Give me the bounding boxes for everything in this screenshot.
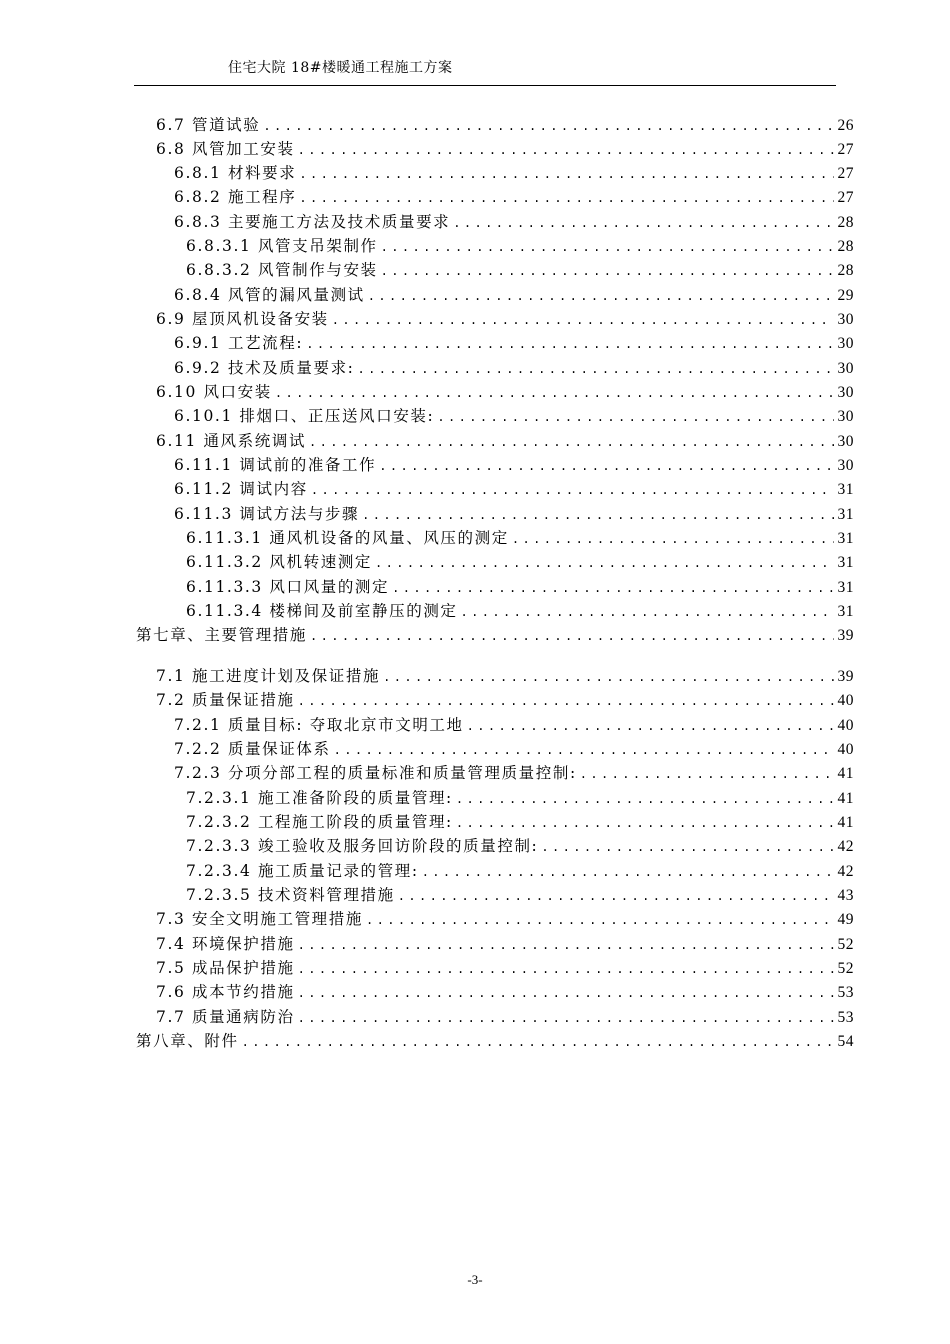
toc-leader-dots (358, 362, 834, 376)
toc-entry[interactable] (156, 980, 854, 1002)
toc-entry-page: 27 (837, 165, 854, 182)
toc-entry-page: 40 (837, 692, 854, 709)
toc-entry-label: 第七章、主要管理措施 (136, 626, 308, 644)
toc-entry-page: 39 (837, 627, 854, 644)
toc-entry-label: 6.11.3.4 楼梯间及前室静压的测定 (186, 602, 458, 620)
toc-entry-page: 30 (837, 457, 854, 474)
toc-entry-label: 6.8.2 施工程序 (174, 188, 297, 206)
toc-entry-label: 6.7 管道试验 (156, 116, 261, 134)
toc-entry-page: 31 (837, 530, 854, 547)
toc-leader-dots (383, 670, 833, 684)
toc-leader-dots (456, 792, 834, 806)
toc-entry[interactable] (156, 137, 854, 159)
toc-entry[interactable] (156, 113, 854, 135)
toc-entry[interactable] (186, 575, 854, 597)
toc-entry-page: 54 (837, 1033, 854, 1050)
toc-leader-dots (375, 556, 833, 570)
toc-entry-page: 31 (837, 579, 854, 596)
toc-entry-label: 7.2.2 质量保证体系 (174, 740, 331, 758)
toc-entry-label: 6.9 屋顶风机设备安装 (156, 310, 329, 328)
toc-entry-page: 30 (837, 408, 854, 425)
toc-entry-label: 6.11.1 调试前的准备工作 (174, 456, 377, 474)
toc-leader-dots (334, 743, 834, 757)
toc-entry-page: 31 (837, 554, 854, 571)
toc-entry[interactable] (186, 599, 854, 621)
toc-entry-label: 6.8 风管加工安装 (156, 140, 295, 158)
toc-entry-page: 52 (837, 960, 854, 977)
toc-entry-page: 30 (837, 335, 854, 352)
toc-entry-label: 7.2 质量保证措施 (156, 691, 295, 709)
toc-leader-dots (379, 459, 833, 473)
toc-leader-dots (242, 1035, 834, 1049)
toc-leader-dots (309, 435, 833, 449)
toc-entry-label: 6.8.4 风管的漏风量测试 (174, 286, 365, 304)
toc-entry-label: 7.4 环境保护措施 (156, 935, 295, 953)
toc-leader-dots (461, 605, 834, 619)
toc-entry[interactable] (186, 810, 854, 832)
toc-leader-dots (467, 719, 834, 733)
toc-leader-dots (366, 913, 834, 927)
toc-entry-page: 31 (837, 506, 854, 523)
toc-entry[interactable] (174, 453, 854, 475)
toc-entry[interactable] (156, 429, 854, 451)
toc-entry-label: 6.9.2 技术及质量要求: (174, 359, 355, 377)
toc-entry[interactable] (186, 859, 854, 881)
toc-leader-dots (422, 865, 834, 879)
toc-entry-page: 43 (837, 887, 854, 904)
toc-entry-page: 40 (837, 717, 854, 734)
toc-entry-label: 6.9.1 工艺流程: (174, 334, 304, 352)
toc-leader-dots (580, 767, 834, 781)
toc-entry-label: 6.10 风口安装 (156, 383, 272, 401)
toc-entry-label: 7.2.3.2 工程施工阶段的质量管理: (186, 813, 453, 831)
toc-entry-page: 42 (837, 838, 854, 855)
toc-entry-label: 6.11.3.3 风口风量的测定 (186, 578, 390, 596)
toc-entry-label: 6.11.3.1 通风机设备的风量、风压的测定 (186, 529, 509, 547)
toc-entry-page: 41 (837, 765, 854, 782)
toc-leader-dots (298, 938, 834, 952)
toc-leader-dots (275, 386, 834, 400)
toc-entry-page: 27 (837, 141, 854, 158)
toc-entry-label: 6.11 通风系统调试 (156, 432, 307, 450)
toc-leader-dots (311, 483, 834, 497)
toc-entry-label: 7.3 安全文明施工管理措施 (156, 910, 363, 928)
toc-leader-dots (263, 119, 833, 133)
toc-entry[interactable] (156, 932, 854, 954)
toc-entry-page: 27 (837, 189, 854, 206)
toc-entry-page: 31 (837, 481, 854, 498)
toc-leader-dots (392, 581, 833, 595)
toc-entry[interactable] (186, 834, 854, 856)
toc-entry-page: 53 (837, 1009, 854, 1026)
toc-entry-page: 30 (837, 360, 854, 377)
toc-entry-label: 7.6 成本节约措施 (156, 983, 295, 1001)
toc-entry-page: 39 (837, 668, 854, 685)
toc-leader-dots (381, 240, 834, 254)
toc-entry[interactable] (186, 526, 854, 548)
toc-entry[interactable] (174, 210, 854, 232)
toc-entry-label: 7.2.3.4 施工质量记录的管理: (186, 862, 419, 880)
toc-entry[interactable] (186, 786, 854, 808)
toc-entry[interactable] (174, 737, 854, 759)
toc-entry-label: 6.11.3.2 风机转速测定 (186, 553, 373, 571)
header-divider (134, 85, 836, 86)
toc-entry-page: 49 (837, 911, 854, 928)
toc-entry-page: 28 (837, 214, 854, 231)
toc-entry-label: 第八章、附件 (136, 1032, 239, 1050)
toc-leader-dots (541, 840, 833, 854)
toc-leader-dots (310, 629, 833, 643)
toc-entry[interactable] (156, 1005, 854, 1027)
toc-entry-label: 6.11.3 调试方法与步骤 (174, 505, 360, 523)
toc-entry-page: 30 (837, 384, 854, 401)
toc-leader-dots (299, 167, 833, 181)
toc-entry-label: 7.2.3.1 施工准备阶段的质量管理: (186, 789, 453, 807)
toc-entry-label: 7.2.3 分项分部工程的质量标准和质量管理质量控制: (174, 764, 577, 782)
toc-entry[interactable] (186, 550, 854, 572)
toc-entry-label: 7.1 施工进度计划及保证措施 (156, 667, 381, 685)
toc-entry-page: 30 (837, 311, 854, 328)
toc-entry-label: 6.8.1 材料要求 (174, 164, 297, 182)
toc-leader-dots (298, 694, 834, 708)
toc-entry[interactable] (174, 502, 854, 524)
toc-entry-label: 7.2.3.5 技术资料管理措施 (186, 886, 395, 904)
toc-leader-dots (298, 986, 834, 1000)
toc-entry-label: 7.5 成品保护措施 (156, 959, 295, 977)
toc-entry[interactable] (156, 307, 854, 329)
toc-entry[interactable] (174, 356, 854, 378)
toc-leader-dots (332, 313, 834, 327)
toc-entry[interactable] (156, 956, 854, 978)
toc-entry[interactable] (136, 1029, 854, 1051)
toc-entry[interactable] (186, 883, 854, 905)
toc-leader-dots (398, 889, 834, 903)
toc-entry-label: 6.11.2 调试内容 (174, 480, 308, 498)
toc-entry[interactable] (174, 713, 854, 735)
toc-entry-page: 28 (837, 238, 854, 255)
document-header-title: 住宅大院 18#楼暖通工程施工方案 (228, 60, 453, 76)
toc-entry[interactable] (156, 688, 854, 710)
toc-leader-dots (298, 143, 834, 157)
toc-entry-label: 6.8.3 主要施工方法及技术质量要求 (174, 213, 451, 231)
toc-entry-page: 41 (837, 790, 854, 807)
toc-entry[interactable] (186, 234, 854, 256)
toc-leader-dots (298, 1011, 834, 1025)
toc-leader-dots (512, 532, 834, 546)
toc-leader-dots (381, 264, 834, 278)
toc-entry-page: 30 (837, 433, 854, 450)
toc-entry-label: 6.8.3.2 风管制作与安装 (186, 261, 378, 279)
toc-entry[interactable] (136, 623, 854, 645)
toc-entry[interactable] (156, 380, 854, 402)
toc-entry[interactable] (156, 664, 854, 686)
toc-entry[interactable] (174, 404, 854, 426)
toc-entry-page: 42 (837, 863, 854, 880)
page-number: -3- (467, 1272, 483, 1287)
toc-leader-dots (299, 191, 833, 205)
toc-entry-page: 28 (837, 262, 854, 279)
toc-entry-label: 6.8.3.1 风管支吊架制作 (186, 237, 378, 255)
toc-entry-label: 7.7 质量通病防治 (156, 1008, 295, 1026)
toc-leader-dots (306, 337, 833, 351)
toc-entry-page: 52 (837, 936, 854, 953)
toc-entry-label: 7.2.1 质量目标: 夺取北京市文明工地 (174, 716, 464, 734)
toc-leader-dots (368, 289, 834, 303)
toc-entry-page: 26 (837, 117, 854, 134)
toc-entry-label: 6.10.1 排烟口、正压送风口安装: (174, 407, 435, 425)
toc-entry[interactable] (186, 258, 854, 280)
toc-entry-page: 31 (837, 603, 854, 620)
toc-leader-dots (456, 816, 834, 830)
toc-entry-page: 40 (837, 741, 854, 758)
toc-entry[interactable] (174, 477, 854, 499)
toc-leader-dots (362, 508, 833, 522)
toc-entry-page: 41 (837, 814, 854, 831)
toc-entry[interactable] (174, 185, 854, 207)
toc-leader-dots (453, 216, 833, 230)
toc-entry-page: 29 (837, 287, 854, 304)
toc-entry-label: 7.2.3.3 竣工验收及服务回访阶段的质量控制: (186, 837, 539, 855)
toc-entry[interactable] (156, 907, 854, 929)
toc-entry[interactable] (174, 761, 854, 783)
toc-entry[interactable] (174, 283, 854, 305)
toc-leader-dots (298, 962, 834, 976)
toc-entry-page: 53 (837, 984, 854, 1001)
toc-entry[interactable] (174, 331, 854, 353)
toc-leader-dots (437, 410, 833, 424)
toc-entry[interactable] (174, 161, 854, 183)
